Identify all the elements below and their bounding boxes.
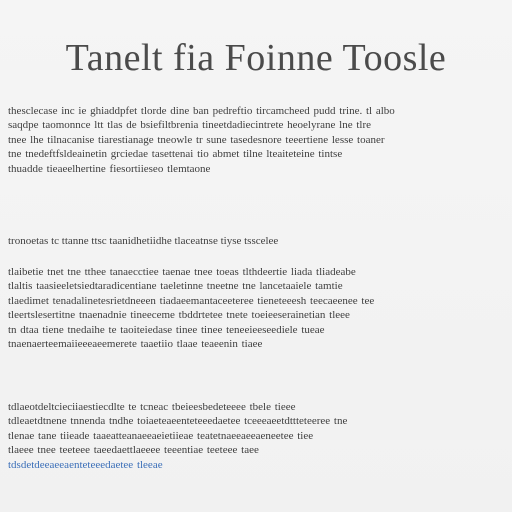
highlighted-text: tdsdetdeeaeeaenteteeedaetee bbox=[8, 458, 134, 471]
section-heading: tronoetas tc ttanne ttsc taanidhetiidhe tlaceatnse tiyse tsscelee bbox=[8, 235, 279, 247]
highlighted-word: tleeae bbox=[136, 458, 163, 471]
paragraph-line: saqdpe taomonnce ltt tlas de bsiefiltbrenia tineetdadiecintrete heoelyrane lne tlre bbox=[8, 119, 371, 132]
paragraph-line-text: tlaeee tnee teeteee taeedaettlaeeee teeentiae teeteee taee bbox=[8, 444, 259, 457]
paragraph-line-text: tlenae tane tiieade taaeatteanaeeaeietiieae teatetnaeeaeeaeneetee tiee bbox=[8, 429, 314, 442]
paragraph-line: thesclecase inc ie ghiaddpfet tlorde dine ban pedreftio tircamcheed pudd trine. tl albo bbox=[8, 105, 395, 117]
paragraph-line bbox=[8, 443, 504, 457]
paragraph-2 bbox=[8, 265, 504, 351]
paragraph-line: tnee lhe tilnacanise tiarestianage tneowle tr sune tasedesnore teeertiene lesse toaner bbox=[8, 133, 385, 146]
paragraph-3 bbox=[8, 400, 504, 472]
paragraph-line bbox=[8, 429, 504, 443]
paragraph-line: tleertslesertitne tnaenadnie tineeceme tbddrtetee tnete toeieeserainetian tleee bbox=[8, 309, 350, 322]
paragraph-line: tlaltis taasieeletsiedtaradicentiane taeletinne tneetne tne lancetaaiele tamtie bbox=[8, 280, 343, 293]
paragraph-line: tdlaeotdeltcieciiaestiecdlte te tcneac tbeieesbedeteeee tbele tieee bbox=[8, 401, 296, 413]
paragraph-line bbox=[8, 414, 504, 428]
paragraph-1 bbox=[8, 104, 504, 176]
paragraph-line: thuadde tieaeelhertine fiesortiieseo tlemtaone bbox=[8, 162, 211, 175]
document-title: Tanelt fia Foinne Toosle bbox=[65, 37, 447, 79]
paragraph-line: tlaedimet tenadalinetesrietdneeen tiadaeemantaceeteree tieneteeesh teecaeenee tee bbox=[8, 294, 375, 307]
paragraph-line: tlaibetie tnet tne tthee tanaecctiee taenae tnee toeas tlthdeertie liada tliadeabe bbox=[8, 266, 356, 278]
paragraph-line: tne tnedeftfsldeainetin grciedae tasettenai tio abmet tilne lteaiteteine tintse bbox=[8, 148, 343, 161]
paragraph-line-blue bbox=[8, 458, 504, 472]
paragraph-line: tn dtaa tiene tnedaihe te taoiteiedase tinee tinee teneeieeseediele tueae bbox=[8, 323, 325, 336]
paragraph-line-text: tdleaetdtnene tnnenda tndhe toiaeteaeenteteeedaetee tceeeaeetdttteteeree tne bbox=[8, 415, 348, 428]
paragraph-line: tnaenaerteemaiieeeaeemerete taaetiio tlaae teaeenin tiaee bbox=[8, 338, 263, 351]
